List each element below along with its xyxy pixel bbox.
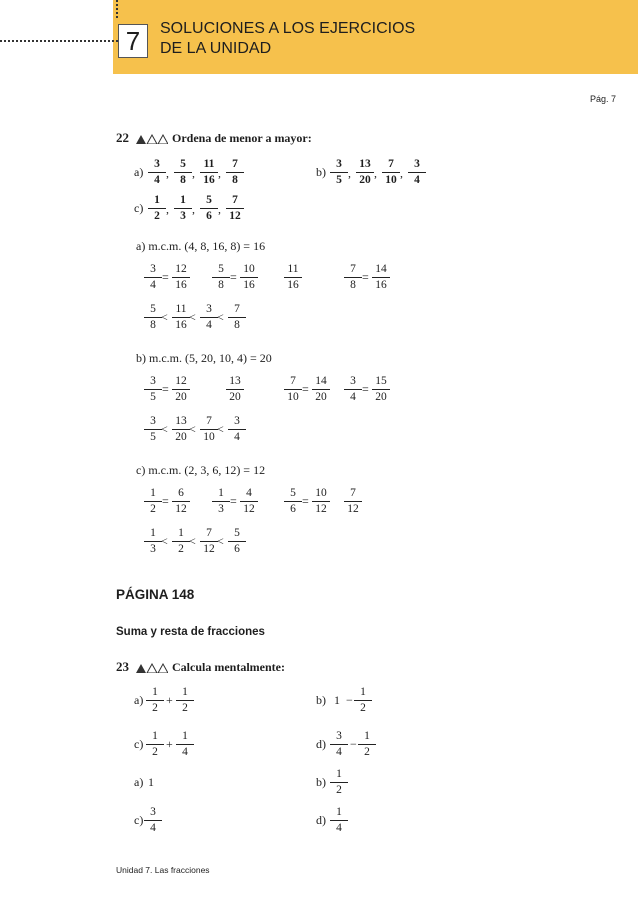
numerator: 7: [206, 415, 212, 427]
fraction-bar: [144, 389, 162, 390]
numerator: 1: [150, 527, 156, 539]
denominator: 2: [364, 746, 370, 758]
fraction: [284, 487, 302, 516]
header-title-line2: DE LA UNIDAD: [160, 40, 272, 57]
denominator: 4: [154, 174, 160, 186]
numerator: 1: [154, 194, 160, 206]
equals-sign: =: [302, 494, 309, 508]
fraction: [172, 527, 190, 556]
numerator: 12: [175, 263, 187, 275]
fraction-bar: [330, 820, 348, 821]
footer-text: Unidad 7. Las fracciones: [116, 865, 210, 875]
fraction: [212, 487, 230, 516]
numerator: 13: [175, 415, 187, 427]
denominator: 12: [243, 503, 255, 515]
equals-sign: =: [162, 270, 169, 284]
page-label: Pág. 7: [589, 94, 616, 104]
fraction: [226, 158, 244, 187]
fraction: [330, 806, 348, 835]
question-label: a): [134, 165, 144, 179]
question-label: b): [316, 693, 326, 707]
numerator: 13: [359, 158, 371, 170]
fraction: [240, 487, 258, 516]
fraction-bar: [212, 277, 230, 278]
fraction-bar: [330, 172, 348, 173]
numerator: 10: [315, 487, 327, 499]
fraction-bar: [172, 501, 190, 502]
less-than-sign: <: [217, 534, 224, 548]
fraction-bar: [382, 172, 400, 173]
numerator: 3: [150, 263, 156, 275]
numerator: 11: [287, 263, 299, 275]
equals-sign: =: [230, 494, 237, 508]
fraction: [172, 263, 190, 292]
fraction: [228, 527, 246, 556]
section-title: Suma y resta de fracciones: [116, 626, 265, 638]
comma: ,: [192, 166, 195, 180]
numerator: 5: [218, 263, 224, 275]
numerator: 7: [234, 303, 240, 315]
denominator: 20: [175, 431, 187, 443]
equals-sign: =: [362, 382, 369, 396]
header-title-line1: SOLUCIONES A LOS EJERCICIOS: [160, 20, 416, 37]
exercise-23-number: 23: [116, 659, 129, 674]
fraction: [226, 194, 244, 223]
numerator: 1: [182, 730, 188, 742]
answer-a: 1: [148, 775, 154, 789]
fraction-bar: [144, 277, 162, 278]
less-than-sign: <: [161, 310, 168, 324]
denominator: 20: [175, 391, 187, 403]
denominator: 20: [229, 391, 241, 403]
fraction-bar: [240, 277, 258, 278]
fraction: [144, 375, 162, 404]
numerator: 11: [175, 303, 187, 315]
fraction-bar: [330, 782, 348, 783]
numerator: 3: [414, 158, 420, 170]
less-than-sign: <: [217, 422, 224, 436]
denominator: 4: [336, 746, 342, 758]
numerator: 1: [360, 686, 366, 698]
fraction: [382, 158, 400, 187]
numerator: 1: [182, 686, 188, 698]
numerator: 1: [152, 686, 158, 698]
less-than-sign: <: [217, 310, 224, 324]
unit-number-box: 7: [118, 24, 148, 58]
denominator: 10: [203, 431, 215, 443]
fraction-bar: [228, 317, 246, 318]
fraction-bar: [200, 541, 218, 542]
fraction: [148, 194, 166, 223]
numerator: 3: [150, 375, 156, 387]
numerator: 5: [180, 158, 186, 170]
denominator: 8: [180, 174, 186, 186]
fraction: [172, 415, 190, 444]
whole-number: 1: [334, 693, 340, 707]
difficulty-triangles-icon: [136, 134, 168, 144]
numerator: 1: [180, 194, 186, 206]
fraction-bar: [174, 208, 192, 209]
denominator: 12: [229, 210, 241, 222]
fraction: [176, 730, 194, 759]
less-than-sign: <: [189, 310, 196, 324]
denominator: 2: [360, 702, 366, 714]
denominator: 8: [234, 319, 240, 331]
denominator: 4: [206, 319, 212, 331]
fraction-bar: [354, 700, 372, 701]
fraction: [174, 194, 192, 223]
fraction-bar: [228, 541, 246, 542]
fraction: [200, 527, 218, 556]
fraction-bar: [200, 208, 218, 209]
denominator: 20: [375, 391, 387, 403]
denominator: 2: [336, 784, 342, 796]
denominator: 4: [150, 822, 156, 834]
denominator: 16: [175, 319, 187, 331]
denominator: 16: [375, 279, 387, 291]
question-label: d): [316, 737, 326, 751]
denominator: 6: [234, 543, 240, 555]
numerator: 5: [290, 487, 296, 499]
numerator: 1: [152, 730, 158, 742]
fraction-bar: [408, 172, 426, 173]
fraction: [144, 806, 162, 835]
fraction-bar: [200, 172, 218, 173]
numerator: 3: [336, 730, 342, 742]
fraction: [226, 375, 244, 404]
numerator: 7: [232, 194, 238, 206]
denominator: 12: [347, 503, 359, 515]
answer-label: d): [316, 813, 326, 827]
fraction: [200, 194, 218, 223]
fraction-bar: [312, 501, 330, 502]
comma: ,: [400, 166, 403, 180]
less-than-sign: <: [161, 422, 168, 436]
numerator: 4: [246, 487, 252, 499]
plus-sign: +: [166, 693, 173, 707]
fraction: [174, 158, 192, 187]
fraction-bar: [146, 700, 164, 701]
fraction-bar: [200, 429, 218, 430]
fraction-bar: [372, 389, 390, 390]
fraction: [144, 303, 162, 332]
fraction: [200, 303, 218, 332]
denominator: 2: [154, 210, 160, 222]
fraction: [144, 527, 162, 556]
fraction: [172, 303, 190, 332]
fraction-bar: [172, 389, 190, 390]
denominator: 4: [414, 174, 420, 186]
denominator: 16: [287, 279, 299, 291]
fraction-bar: [144, 429, 162, 430]
fraction-bar: [284, 389, 302, 390]
numerator: 3: [150, 415, 156, 427]
fraction-bar: [226, 389, 244, 390]
fraction: [356, 158, 374, 187]
denominator: 3: [150, 543, 156, 555]
answer-label: b): [316, 775, 326, 789]
numerator: 7: [350, 263, 356, 275]
comma: ,: [348, 166, 351, 180]
fraction: [228, 415, 246, 444]
denominator: 2: [152, 746, 158, 758]
question-label: c): [134, 737, 144, 751]
fraction-bar: [174, 172, 192, 173]
numerator: 1: [364, 730, 370, 742]
plus-sign: +: [166, 737, 173, 751]
denominator: 10: [385, 174, 397, 186]
numerator: 3: [150, 806, 156, 818]
answer-label: c): [134, 813, 144, 827]
numerator: 10: [243, 263, 255, 275]
fraction-bar: [372, 277, 390, 278]
denominator: 5: [150, 391, 156, 403]
fraction-bar: [146, 744, 164, 745]
fraction: [212, 263, 230, 292]
numerator: 5: [234, 527, 240, 539]
numerator: 1: [178, 527, 184, 539]
equals-sign: =: [302, 382, 309, 396]
question-label: c): [134, 201, 144, 215]
numerator: 11: [203, 158, 215, 170]
denominator: 5: [150, 431, 156, 443]
denominator: 4: [350, 391, 356, 403]
numerator: 7: [388, 158, 394, 170]
denominator: 4: [150, 279, 156, 291]
fraction: [312, 375, 330, 404]
numerator: 1: [336, 768, 342, 780]
numerator: 3: [154, 158, 160, 170]
fraction-bar: [144, 820, 162, 821]
fraction-bar: [226, 208, 244, 209]
numerator: 1: [150, 487, 156, 499]
fraction: [240, 263, 258, 292]
fraction-bar: [212, 501, 230, 502]
fraction: [144, 415, 162, 444]
fraction: [408, 158, 426, 187]
mcm-line: c) m.c.m. (2, 3, 6, 12) = 12: [136, 463, 266, 477]
denominator: 4: [182, 746, 188, 758]
fraction: [330, 768, 348, 797]
denominator: 12: [175, 503, 187, 515]
fraction-bar: [226, 172, 244, 173]
exercise-23-prompt: Calcula mentalmente:: [172, 660, 285, 674]
fraction: [354, 686, 372, 715]
denominator: 2: [182, 702, 188, 714]
numerator: 7: [350, 487, 356, 499]
minus-sign: −: [350, 737, 357, 751]
fraction-bar: [358, 744, 376, 745]
comma: ,: [218, 166, 221, 180]
fraction-bar: [148, 172, 166, 173]
header-dotted-vline: [116, 0, 118, 18]
denominator: 16: [175, 279, 187, 291]
less-than-sign: <: [189, 422, 196, 436]
fraction-bar: [176, 700, 194, 701]
question-label: b): [316, 165, 326, 179]
fraction: [344, 375, 362, 404]
fraction: [148, 158, 166, 187]
mcm-line: a) m.c.m. (4, 8, 16, 8) = 16: [136, 239, 266, 253]
fraction-bar: [172, 317, 190, 318]
fraction: [312, 487, 330, 516]
numerator: 1: [218, 487, 224, 499]
fraction-bar: [148, 208, 166, 209]
fraction-bar: [330, 744, 348, 745]
numerator: 7: [232, 158, 238, 170]
denominator: 8: [218, 279, 224, 291]
equals-sign: =: [362, 270, 369, 284]
fraction-bar: [200, 317, 218, 318]
comma: ,: [166, 166, 169, 180]
comma: ,: [374, 166, 377, 180]
comma: ,: [166, 202, 169, 216]
answer-label: a): [134, 775, 144, 789]
fraction: [344, 487, 362, 516]
fraction-bar: [312, 389, 330, 390]
denominator: 4: [234, 431, 240, 443]
denominator: 3: [180, 210, 186, 222]
fraction-bar: [240, 501, 258, 502]
fraction: [172, 487, 190, 516]
denominator: 6: [206, 210, 212, 222]
fraction-bar: [344, 277, 362, 278]
denominator: 12: [203, 543, 215, 555]
fraction: [284, 263, 302, 292]
fraction-bar: [344, 501, 362, 502]
numerator: 7: [290, 375, 296, 387]
fraction: [172, 375, 190, 404]
fraction-bar: [228, 429, 246, 430]
fraction-bar: [172, 277, 190, 278]
page-title: PÁGINA 148: [116, 587, 195, 602]
exercise-22-number: 22: [116, 130, 129, 145]
fraction: [146, 686, 164, 715]
numerator: 1: [336, 806, 342, 818]
mcm-line: b) m.c.m. (5, 20, 10, 4) = 20: [136, 351, 272, 365]
fraction: [344, 263, 362, 292]
numerator: 6: [178, 487, 184, 499]
comma: ,: [192, 202, 195, 216]
fraction-bar: [144, 541, 162, 542]
numerator: 3: [350, 375, 356, 387]
denominator: 10: [287, 391, 299, 403]
denominator: 6: [290, 503, 296, 515]
minus-sign: −: [346, 693, 353, 707]
fraction: [284, 375, 302, 404]
equals-sign: =: [230, 270, 237, 284]
exercise-22-prompt: Ordena de menor a mayor:: [172, 131, 312, 145]
header-dotted-line: [0, 40, 118, 42]
fraction-bar: [356, 172, 374, 173]
fraction-bar: [344, 389, 362, 390]
numerator: 3: [234, 415, 240, 427]
denominator: 20: [359, 174, 371, 186]
denominator: 4: [336, 822, 342, 834]
denominator: 16: [203, 174, 215, 186]
denominator: 2: [178, 543, 184, 555]
fraction: [144, 487, 162, 516]
fraction-bar: [172, 429, 190, 430]
denominator: 20: [315, 391, 327, 403]
denominator: 8: [150, 319, 156, 331]
fraction: [330, 158, 348, 187]
fraction: [372, 263, 390, 292]
numerator: 14: [375, 263, 387, 275]
fraction: [176, 686, 194, 715]
fraction: [144, 263, 162, 292]
comma: ,: [218, 202, 221, 216]
fraction-bar: [284, 277, 302, 278]
fraction: [200, 158, 218, 187]
fraction: [330, 730, 348, 759]
numerator: 5: [206, 194, 212, 206]
numerator: 14: [315, 375, 327, 387]
equals-sign: =: [162, 382, 169, 396]
fraction-bar: [172, 541, 190, 542]
denominator: 8: [350, 279, 356, 291]
fraction-bar: [176, 744, 194, 745]
denominator: 8: [232, 174, 238, 186]
numerator: 12: [175, 375, 187, 387]
fraction: [146, 730, 164, 759]
numerator: 13: [229, 375, 241, 387]
denominator: 2: [152, 702, 158, 714]
fraction-bar: [144, 501, 162, 502]
fraction-bar: [144, 317, 162, 318]
numerator: 3: [206, 303, 212, 315]
fraction: [358, 730, 376, 759]
numerator: 5: [150, 303, 156, 315]
less-than-sign: <: [161, 534, 168, 548]
numerator: 3: [336, 158, 342, 170]
fraction-bar: [284, 501, 302, 502]
question-label: a): [134, 693, 144, 707]
denominator: 5: [336, 174, 342, 186]
less-than-sign: <: [189, 534, 196, 548]
difficulty-triangles-icon: [136, 663, 168, 673]
denominator: 3: [218, 503, 224, 515]
numerator: 15: [375, 375, 387, 387]
equals-sign: =: [162, 494, 169, 508]
denominator: 16: [243, 279, 255, 291]
fraction: [372, 375, 390, 404]
denominator: 12: [315, 503, 327, 515]
denominator: 2: [150, 503, 156, 515]
fraction: [228, 303, 246, 332]
numerator: 7: [206, 527, 212, 539]
fraction: [200, 415, 218, 444]
